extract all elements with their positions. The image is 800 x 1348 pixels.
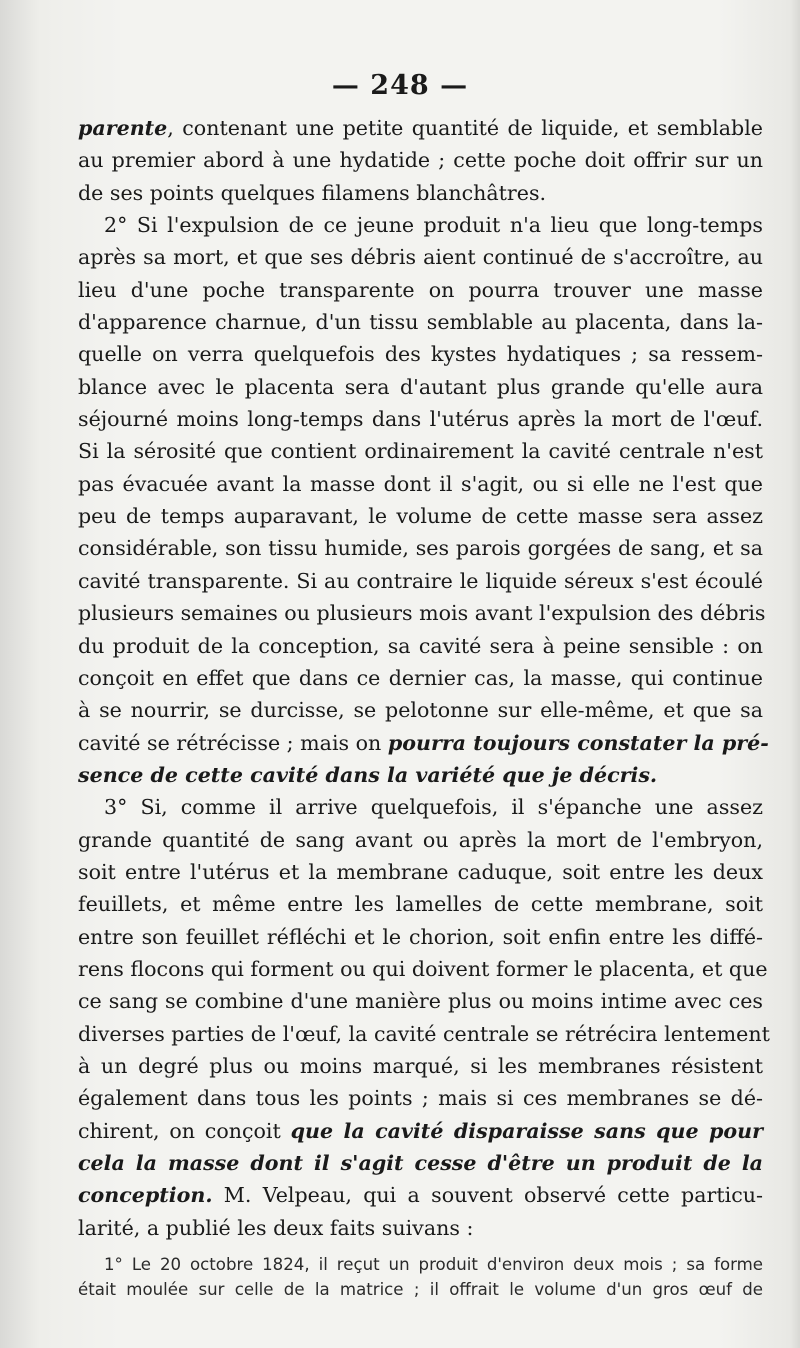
body-line bbox=[78, 921, 763, 953]
text-run: diverses parties de l'œuf, la cavité centrale se rétrécira lentement bbox=[78, 1021, 770, 1046]
text-run: chirent, on conçoit bbox=[78, 1118, 291, 1143]
text-run: rens flocons qui forment ou qui doivent former le placenta, et que bbox=[78, 956, 768, 981]
body-line bbox=[78, 694, 763, 726]
italic-text: cela la masse dont il s'agit cesse d'être un produit de la bbox=[78, 1151, 763, 1175]
body-line bbox=[78, 112, 763, 144]
body-line bbox=[78, 1212, 763, 1244]
body-line bbox=[78, 985, 763, 1017]
body-line bbox=[78, 177, 763, 209]
italic-text: pourra toujours constater la pré- bbox=[387, 730, 769, 755]
body-line bbox=[78, 824, 763, 856]
text-run: grande quantité de sang avant ou après la mort de l'embryon, bbox=[78, 827, 763, 852]
body-line bbox=[78, 468, 763, 500]
text-run: cavité transparente. Si au contraire le liquide séreux s'est écoulé bbox=[78, 568, 763, 593]
text-run: pas évacuée avant la masse dont il s'agit, ou si elle ne l'est que bbox=[78, 471, 763, 496]
body-line bbox=[78, 532, 763, 564]
text-run: 1° Le 20 octobre 1824, il reçut un produit d'environ deux mois ; sa forme bbox=[104, 1255, 763, 1274]
text-run: à se nourrir, se durcisse, se pelotonne sur elle-même, et que sa bbox=[78, 698, 763, 723]
text-run: feuillets, et même entre les lamelles de cette membrane, soit bbox=[78, 892, 763, 917]
italic-text: parente bbox=[78, 116, 168, 140]
body-line bbox=[78, 1147, 763, 1179]
body-line bbox=[78, 953, 768, 985]
body-line bbox=[78, 1179, 763, 1211]
body-line bbox=[78, 727, 769, 759]
text-run: plusieurs semaines ou plusieurs mois avant l'expulsion des débris bbox=[78, 601, 766, 626]
body-line bbox=[78, 371, 763, 403]
text-run: également dans tous les points ; mais si ces membranes se dé- bbox=[78, 1086, 763, 1111]
text-run: de ses points quelques filamens blanchâtres. bbox=[78, 180, 547, 205]
text-run: ce sang se combine d'une manière plus ou moins intime avec ces bbox=[78, 989, 763, 1014]
text-run: séjourné moins long-temps dans l'utérus après la mort de l'œuf. bbox=[78, 407, 763, 432]
text-run: considérable, son tissu humide, ses parois gorgées de sang, et sa bbox=[78, 536, 763, 561]
text-run: 2° Si l'expulsion de ce jeune produit n'a lieu que long-temps bbox=[104, 213, 763, 238]
text-run: lieu d'une poche transparente on pourra trouver une masse bbox=[78, 277, 763, 302]
text-run: conçoit en effet que dans ce dernier cas, la masse, qui continue bbox=[78, 665, 763, 690]
text-run: Si la sérosité que contient ordinairement la cavité centrale n'est bbox=[78, 439, 763, 464]
body-line bbox=[78, 1018, 770, 1050]
text-run: larité, a publié les deux faits suivans : bbox=[78, 1215, 474, 1240]
italic-text: sence de cette cavité dans la variété que je décris. bbox=[78, 762, 658, 787]
body-line bbox=[78, 630, 763, 662]
body-line bbox=[78, 565, 763, 597]
footnote-line bbox=[78, 1277, 763, 1302]
text-run: du produit de la conception, sa cavité sera à peine sensible : on bbox=[78, 633, 763, 658]
body-line bbox=[78, 209, 763, 241]
text-run: entre son feuillet réfléchi et le chorion, soit enfin entre les diffé- bbox=[78, 924, 763, 949]
body-line bbox=[78, 597, 766, 629]
text-run: au premier abord à une hydatide ; cette poche doit offrir sur un bbox=[78, 148, 763, 173]
italic-text: conception. bbox=[78, 1183, 213, 1208]
body-line bbox=[78, 338, 763, 370]
text-run: était moulée sur celle de la matrice ; il offrait le volume d'un gros œuf de bbox=[78, 1280, 763, 1299]
body-text bbox=[78, 112, 770, 1244]
body-line bbox=[78, 435, 763, 467]
body-line bbox=[78, 759, 763, 791]
body-line bbox=[78, 1115, 763, 1147]
body-line bbox=[78, 791, 763, 823]
body-line bbox=[78, 274, 763, 306]
body-line bbox=[78, 856, 763, 888]
body-line bbox=[78, 306, 763, 338]
text-run: cavité se rétrécisse ; mais on bbox=[78, 730, 388, 755]
body-line bbox=[78, 888, 763, 920]
text-run: d'apparence charnue, d'un tissu semblable au placenta, dans la- bbox=[78, 310, 763, 335]
body-line bbox=[78, 1050, 763, 1082]
text-run: peu de temps auparavant, le volume de cette masse sera assez bbox=[78, 504, 763, 529]
body-line bbox=[78, 1082, 763, 1114]
text-run: blance avec le placenta sera d'autant plus grande qu'elle aura bbox=[78, 374, 763, 399]
text-run: quelle on verra quelquefois des kystes hydatiques ; sa ressem- bbox=[78, 342, 763, 367]
italic-text: que la cavité disparaisse sans que pour bbox=[290, 1118, 763, 1143]
text-run: après sa mort, et que ses débris aient continué de s'accroître, au bbox=[78, 245, 763, 270]
text-run: , contenant une petite quantité de liquide, et semblable bbox=[167, 116, 763, 140]
body-line bbox=[78, 500, 763, 532]
body-line bbox=[78, 144, 763, 176]
body-line bbox=[78, 241, 763, 273]
page-number: — 248 — bbox=[331, 70, 469, 101]
text-run: 3° Si, comme il arrive quelquefois, il s'épanche une assez bbox=[104, 795, 763, 820]
body-line bbox=[78, 403, 763, 435]
text-run: soit entre l'utérus et la membrane caduque, soit entre les deux bbox=[78, 859, 763, 884]
footnote-line bbox=[78, 1252, 763, 1277]
text-run: M. Velpeau, qui a souvent observé cette particu- bbox=[212, 1183, 763, 1208]
body-line bbox=[78, 662, 763, 694]
footnote bbox=[78, 1252, 763, 1302]
text-run: à un degré plus ou moins marqué, si les membranes résistent bbox=[78, 1053, 763, 1078]
